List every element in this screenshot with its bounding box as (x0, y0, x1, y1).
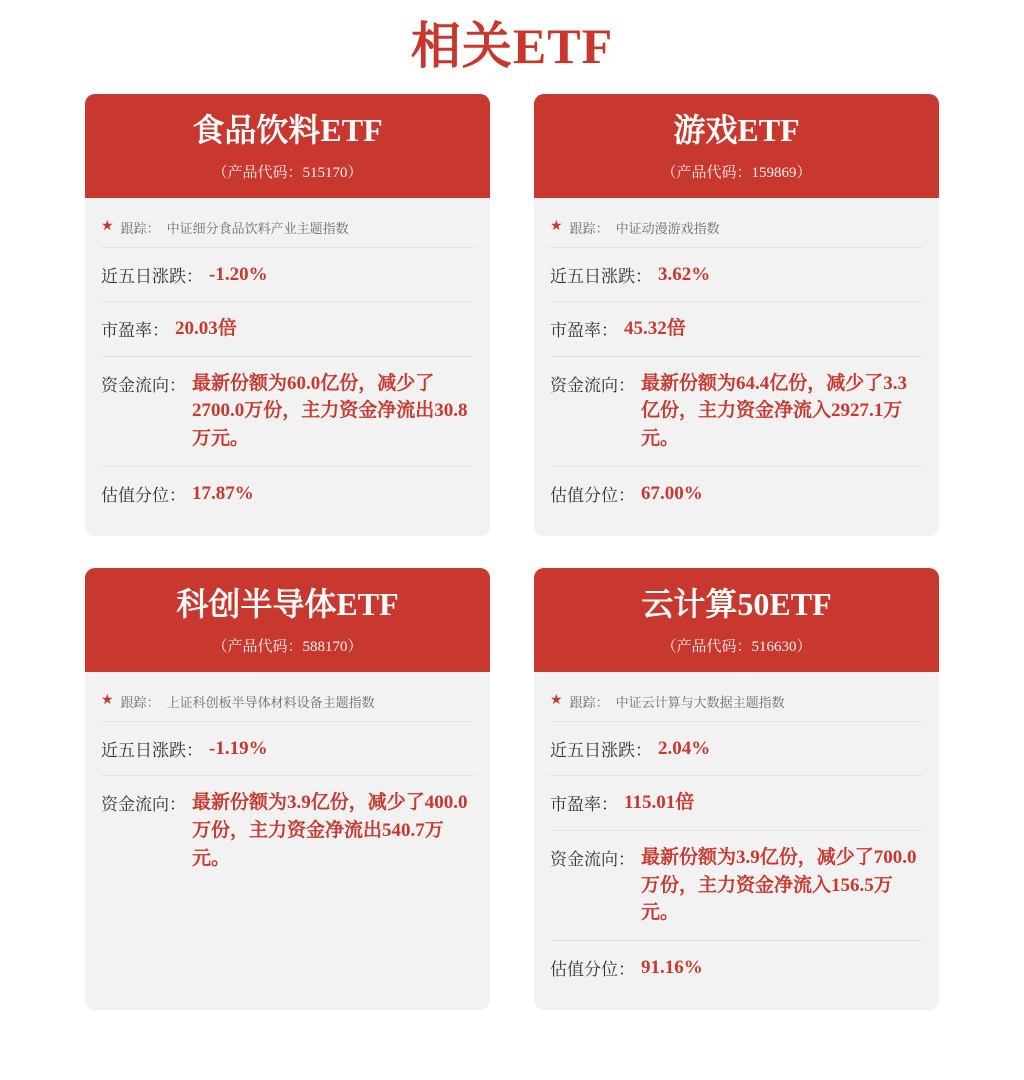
etf-card-header (85, 568, 490, 672)
metric-value: 3.62% (658, 263, 711, 285)
etf-name: 科创半导体ETF (176, 586, 399, 623)
star-icon: ★ (550, 219, 563, 235)
track-label: 跟踪： (569, 694, 609, 710)
etf-card (534, 568, 939, 1010)
track-label: 跟踪： (120, 220, 160, 236)
metric-label: 市盈率： (550, 795, 618, 815)
etf-card-header (85, 94, 490, 198)
track-value: 中证动漫游戏指数 (615, 220, 720, 236)
star-icon: ★ (101, 693, 114, 709)
metric-label: 估值分位： (550, 959, 635, 979)
etf-track (550, 686, 923, 722)
etf-card (85, 94, 490, 536)
etf-card-header (534, 94, 939, 198)
metric-value: -1.19% (209, 737, 268, 759)
metric-label: 近五日涨跌： (101, 740, 203, 760)
etf-metric-row (101, 248, 474, 303)
metric-value: 115.01倍 (624, 792, 695, 814)
etf-metric-row (550, 722, 923, 777)
metric-label: 估值分位： (101, 485, 186, 505)
etf-track (101, 212, 474, 248)
etf-name: 云计算50ETF (641, 586, 832, 623)
metric-value: -1.20% (209, 263, 268, 285)
etf-metric-row (101, 722, 474, 777)
track-label: 跟踪： (120, 694, 160, 710)
metric-label: 估值分位： (550, 485, 635, 505)
etf-metric-row (101, 776, 474, 885)
etf-card (534, 94, 939, 536)
etf-code: （产品代码：588170） (212, 638, 363, 655)
metric-value: 91.16% (641, 956, 703, 978)
metric-label: 近五日涨跌： (550, 266, 652, 286)
etf-card-grid (0, 94, 1024, 1010)
metric-value: 最新份额为3.9亿份，减少了700.0万份，主力资金净流入156.5万元。 (641, 846, 917, 924)
metric-value: 最新份额为60.0亿份，减少了2700.0万份，主力资金净流出30.8万元。 (192, 372, 468, 449)
track-value: 上证科创板半导体材料设备主题指数 (166, 694, 375, 710)
etf-metric-row (550, 467, 923, 521)
etf-card-body (534, 198, 939, 536)
track-label: 跟踪： (569, 220, 609, 236)
metric-value: 最新份额为64.4亿份，减少了3.3亿份，主力资金净流入2927.1万元。 (641, 372, 908, 449)
metric-label: 市盈率： (550, 321, 618, 341)
etf-card-body (85, 672, 490, 1010)
metric-value: 2.04% (658, 737, 711, 759)
track-value: 中证云计算与大数据主题指数 (615, 694, 785, 710)
etf-metric-row (101, 467, 474, 521)
metric-value: 最新份额为3.9亿份，减少了400.0万份，主力资金净流出540.7万元。 (192, 792, 468, 869)
etf-metric-row (101, 357, 474, 467)
etf-name: 游戏ETF (673, 112, 800, 148)
star-icon: ★ (550, 693, 563, 709)
metric-label: 资金流向： (101, 795, 186, 815)
metric-value: 67.00% (641, 482, 703, 504)
star-icon: ★ (101, 219, 114, 235)
track-value: 中证细分食品饮料产业主题指数 (166, 220, 349, 236)
etf-track (101, 686, 474, 722)
metric-value: 17.87% (192, 482, 254, 504)
etf-code: （产品代码：516630） (661, 638, 812, 655)
etf-metric-row (550, 302, 923, 357)
etf-metric-row (550, 248, 923, 303)
etf-name: 食品饮料ETF (192, 112, 383, 148)
etf-track (550, 212, 923, 248)
metric-label: 市盈率： (101, 321, 169, 341)
etf-metric-row (550, 831, 923, 941)
etf-metric-row (550, 941, 923, 995)
etf-card-header (534, 568, 939, 672)
etf-code: （产品代码：159869） (661, 164, 812, 181)
metric-value: 45.32倍 (624, 318, 686, 340)
metric-value: 20.03倍 (175, 318, 237, 340)
metric-label: 资金流向： (101, 375, 186, 395)
etf-card-body (85, 198, 490, 536)
etf-code: （产品代码：515170） (212, 164, 363, 181)
etf-metric-row (101, 302, 474, 357)
metric-label: 资金流向： (550, 375, 635, 395)
metric-label: 近五日涨跌： (101, 266, 203, 286)
etf-card (85, 568, 490, 1010)
metric-label: 近五日涨跌： (550, 740, 652, 760)
etf-card-body (534, 672, 939, 1010)
etf-metric-row (550, 357, 923, 467)
metric-label: 资金流向： (550, 849, 635, 869)
page-title: 相关ETF (410, 18, 614, 74)
etf-metric-row (550, 776, 923, 831)
